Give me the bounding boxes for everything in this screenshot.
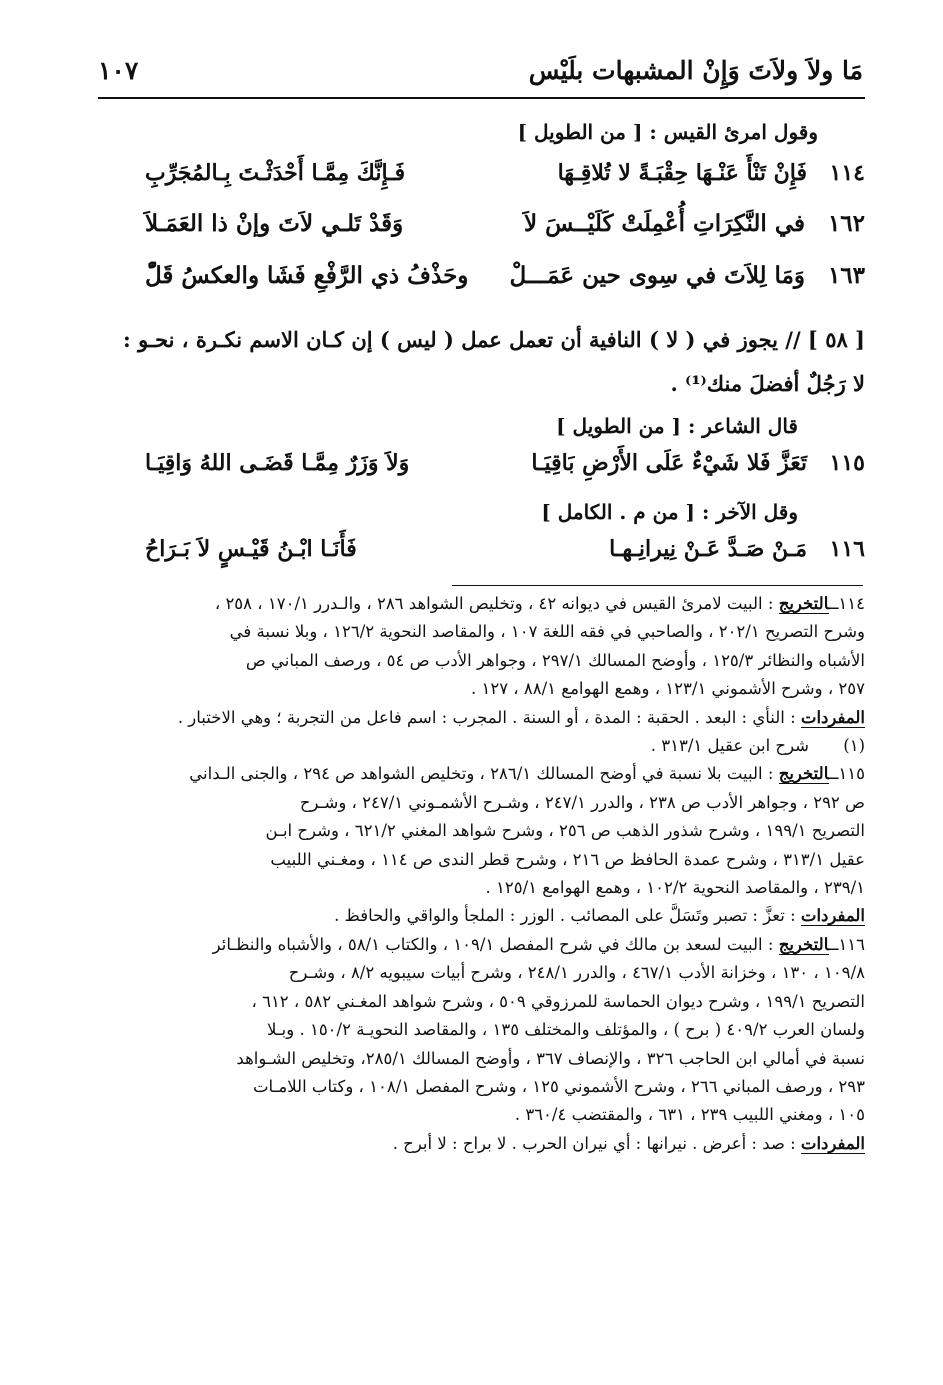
footnote-1 <box>88 732 865 760</box>
verse-115 <box>145 450 865 494</box>
verse-second-hemistich: وحَذْفُ ذي الرَّفْعِ فَشَا والعكسُ قَلّْ <box>145 262 469 289</box>
note-116-line-1 <box>88 931 865 959</box>
note-number: ١١٥ــ <box>828 764 865 784</box>
note-116-line-3: التصريح ١٩٩/١ ، وشرح ديوان الحماسة للمرزوقي ٥٠٩ ، وشرح شواهد المغـني ٥٨٢ ، ٦١٢ ، <box>251 991 865 1011</box>
verse-second-hemistich: وَلاَ وَزَرٌ مِمَّـا قَضَـى اللهُ وَاقِيَـا <box>145 450 410 476</box>
verse-first-hemistich: في النَّكِرَاتِ أُعْمِلَتْ كَلَيْــسَ لاَ <box>524 210 805 237</box>
footnote-separator <box>452 585 863 586</box>
footnote-text: شرح ابن عقيل ٣١٣/١ . <box>650 736 809 756</box>
note-116-line-7: ١٠٥ ، ومغني اللبيب ٢٣٩ ، ٦٣١ ، والمقتضب ٣٦٠/٤ . <box>514 1105 865 1125</box>
note-115-line-2: ص ٢٩٢ ، وجواهر الأدب ص ٢٣٨ ، والدرر ٢٤٧/١ ، وشـرح الأشمـوني ٢٤٧/١ ، وشـرح <box>299 792 865 812</box>
verse-number: ١٦٣ <box>827 262 865 289</box>
note-number: ١١٤ــ <box>828 594 865 613</box>
note-text: : صد : أعرض . نيرانها : أي نيران الحرب . لا براح : لا أبرح . <box>392 1133 801 1153</box>
header-rule <box>98 97 865 99</box>
verse-number: ١٦٢ <box>827 210 865 237</box>
alfiyya-verse-163 <box>145 262 865 306</box>
note-114-line-3: الأشباه والنظائر ١٢٥/٣ ، وأوضح المسالك ٢٩٧/١ ، وجواهر الأدب ص ٥٤ ، ورصف المباني ص <box>245 650 865 670</box>
page-number: ١٠٧ <box>98 56 139 85</box>
rule-line-1: [ ٥٨ ] // يجوز في ( لا ) النافية أن تعمل عمل ( ليس ) إن كـان الاسم نكـرة ، نحـو : <box>123 327 865 352</box>
verse-first-hemistich: فَإِنْ تَنْأَ عَنْـهَا حِقْبَـةً لا تُلاقِـهَا <box>557 160 807 186</box>
mufradat-label: المفردات <box>800 1133 865 1153</box>
mufradat-label: المفردات <box>800 906 865 926</box>
note-114-mufradat <box>88 704 865 732</box>
note-114-line-4: ٢٥٧ ، وشرح الأشموني ١٢٣/١ ، وهمع الهوامع ٨٨/١ ، ١٢٧ . <box>470 679 865 699</box>
note-115-line-1 <box>88 760 865 788</box>
verse-number: ١١٦ <box>829 536 865 562</box>
takhrij-label: التخريج <box>778 934 829 954</box>
note-116-line-6: ٢٩٣ ، ورصف المباني ٢٦٦ ، وشرح الأشموني ١٢٥ ، وشرح المفصل ١٠٨/١ ، وكتاب اللامـات <box>252 1076 865 1096</box>
note-115-mufradat <box>88 902 865 930</box>
note-text: : البيت لسعد بن مالك في شرح المفصل ١٠٩/١ ، والكتاب ٥٨/١ ، والأشباه والنظـائر <box>212 934 779 954</box>
verse-intro-115: قال الشاعر : [ من الطويل ] <box>556 414 798 438</box>
running-title: مَا ولاَ ولاَتَ وَإِنْ المشبهات بلَيْس <box>528 56 863 85</box>
mufradat-label: المفردات <box>800 707 865 727</box>
verse-intro-116: وقل الآخر : [ من م . الكامل ] <box>541 500 798 524</box>
verse-first-hemistich: وَمَا لِلاَتَ في سِوى حين عَمَـــلْ <box>509 262 805 289</box>
verse-second-hemistich: فَأَنَـا ابْـنُ قَيْـسٍ لاَ بَـرَاحُ <box>145 536 357 562</box>
note-116-line-4: ولسان العرب ٤٠٩/٢ ( برح ) ، والمؤتلف والمختلف ١٣٥ ، والمقاصد النحويـة ١٥٠/٢ . وبـلا <box>266 1020 865 1040</box>
rule-line-2: لا رَجُلٌ أفضلَ منك⁽¹⁾ . <box>670 371 865 396</box>
note-116-mufradat <box>88 1130 865 1158</box>
note-116-line-5: نسبة في أمالي ابن الحاجب ٣٢٦ ، والإنصاف ٣٦٧ ، وأوضح المسالك ٢٨٥/١، وتخليص الشـواهد <box>236 1048 865 1068</box>
verse-intro-114: وقول امرئ القيس : [ من الطويل ] <box>517 120 818 144</box>
verse-116 <box>145 536 865 580</box>
note-text: : تعزَّ : تصبر وتَسَلَّ على المصائب . الوزر : الملجأ والواقي والحافظ . <box>334 906 801 926</box>
note-116-line-2: ١٠٩/٨ ، ١٣٠ ، وخزانة الأدب ٤٦٧/١ ، والدرر ٢٤٨/١ ، وشرح أبيات سيبويه ٨/٢ ، وشـرح <box>288 963 865 983</box>
verse-second-hemistich: وَقَدْ تَلـي لاَتَ وإنْ ذا العَمَـلاَ <box>145 210 404 237</box>
note-114-line-1 <box>88 590 865 618</box>
note-number: ١١٦ــ <box>828 934 865 954</box>
verse-first-hemistich: مَـنْ صَـدَّ عَـنْ نِيرانِـهـا <box>609 536 807 562</box>
takhrij-label: التخريج <box>778 594 829 613</box>
note-text: : البيت بلا نسبة في أوضح المسالك ٢٨٦/١ ، وتخليص الشواهد ص ٢٩٤ ، والجنى الـداني <box>189 764 779 784</box>
alfiyya-verse-162 <box>145 210 865 254</box>
verse-second-hemistich: فَـإِنَّكَ مِمَّـا أَحْدَثْـتَ بِـالمُجَرِّبِ <box>145 160 406 186</box>
takhrij-label: التخريج <box>778 764 829 784</box>
verse-114 <box>145 160 865 204</box>
verse-first-hemistich: تَعَزَّ فَلا شَيْءٌ عَلَى الأَرْضِ بَاقِيَـا <box>531 450 807 476</box>
note-115-line-4: عقيل ٣١٣/١ ، وشرح عمدة الحافظ ص ٢١٦ ، وشرح قطر الندى ص ١١٤ ، ومغـني اللبيب <box>270 849 865 869</box>
rule-paragraph-58 <box>78 318 865 406</box>
page-header <box>98 52 863 98</box>
note-114-line-2: وشرح التصريح ٢٠٢/١ ، والصاحبي في فقه اللغة ١٠٧ ، والمقاصد النحوية ١٢٦/٢ ، وبلا نسبة في <box>229 622 865 642</box>
note-text: : النأي : البعد . الحقبة : المدة ، أو السنة . المجرب : اسم فاعل من التجربة ؛ وهي الاختبار . <box>177 707 801 727</box>
note-115-line-5: ٢٣٩/١ ، والمقاصد النحوية ١٠٢/٢ ، وهمع الهوامع ١٢٥/١ . <box>485 878 865 898</box>
verse-number: ١١٤ <box>829 160 865 186</box>
footnote-marker: (١) <box>843 736 865 756</box>
note-text: : البيت لامرئ القيس في ديوانه ٤٢ ، وتخليص الشواهد ٢٨٦ ، والـدرر ١٧٠/١ ، ٢٥٨ ، <box>214 594 779 613</box>
verse-number: ١١٥ <box>829 450 865 476</box>
note-115-line-3: التصريح ١٩٩/١ ، وشرح شذور الذهب ص ٢٥٦ ، وشرح شواهد المغني ٦٢١/٢ ، وشرح ابـن <box>265 821 865 841</box>
footnotes <box>88 590 865 1158</box>
